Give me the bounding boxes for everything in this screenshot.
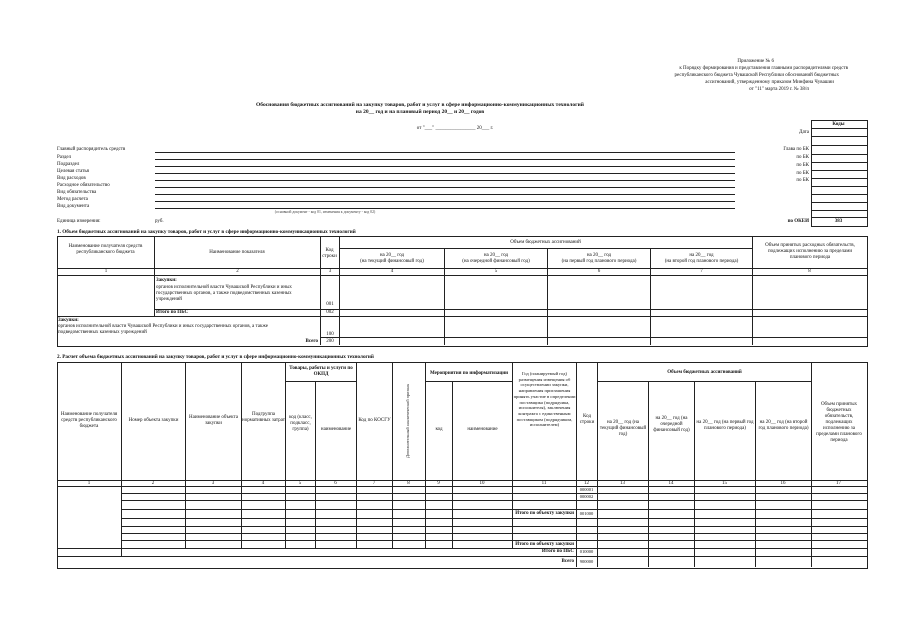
document-subtitle: на 20__ год и на плановый период 20__ и 20__ годов xyxy=(355,109,485,115)
s1-code-100: 100 xyxy=(326,332,334,337)
field-label-grbs: Главный распорядитель средств xyxy=(57,147,126,152)
s1-head-next-year-sub: (на очередной финансовый год) xyxy=(462,259,530,264)
s1-head-plan1: на 20__ год xyxy=(586,253,612,258)
okei-label: по ОКЕИ xyxy=(787,219,809,224)
field-label-target: Целевая статья xyxy=(57,169,89,174)
s2-head-m-code: код xyxy=(435,427,443,432)
section2-table xyxy=(57,362,868,569)
s2-code-000002: 000002 xyxy=(579,494,594,499)
s2-colnum: 6 xyxy=(334,481,337,486)
s2-colnum: 16 xyxy=(780,481,786,486)
s2-total-label: Всего xyxy=(561,559,574,564)
s2-head-volume: Объем бюджетных ассигнований xyxy=(667,370,742,375)
s2-colnum: 7 xyxy=(372,481,376,486)
s2-colnum: 4 xyxy=(261,481,265,486)
s2-code-900000: 900000 xyxy=(579,559,594,564)
field-label-obligation: Расходное обязательство xyxy=(57,183,110,188)
document-title: Обоснования бюджетных ассигнований на закупку товаров, работ и услуг в сфере информационно-коммуникационных технологий xyxy=(256,102,584,108)
field-line[interactable] xyxy=(155,187,735,188)
appendix-line3: республиканского бюджета Чувашской Республики обоснований бюджетных xyxy=(674,73,839,78)
bk-label-5: по БК xyxy=(796,178,809,183)
s1-head-row-code: Код строки xyxy=(322,248,337,259)
s1-head-accepted: Объем принятых расходных обязательств, подлежащих исполнению за пределами планового периода xyxy=(765,243,855,260)
field-line[interactable] xyxy=(155,173,735,174)
unit-value: руб. xyxy=(155,219,164,224)
field-line[interactable] xyxy=(155,166,735,167)
s2-colnum: 13 xyxy=(620,481,625,486)
s2-head-okpd-code: код (класс, подкласс, группа) xyxy=(289,415,312,432)
s2-head-purchase-num: Номер объекта закупки xyxy=(128,418,179,423)
s2-head-row-code: Код строки xyxy=(579,414,595,425)
appendix-line4: ассигнований, утвержденному приказом Минфина Чувашии xyxy=(705,80,834,85)
s1-colnum: 4 xyxy=(390,269,394,274)
bk-label-2: по БК xyxy=(796,155,809,160)
s1-pbs-total: Итого по ПБС xyxy=(156,310,189,315)
s2-colnum: 8 xyxy=(407,481,410,486)
field-label-doc-type: Вид документа xyxy=(57,204,90,209)
s1-colnum: 1 xyxy=(104,269,108,274)
s2-colnum: 10 xyxy=(479,481,485,486)
section2-title: 2. Расчет объема бюджетных ассигнований на закупку товаров, работ и услуг в сфере информационно-коммуникационных технологий xyxy=(57,354,374,360)
s2-obj-total-2: Итого по объекту закупки xyxy=(515,542,574,547)
date-label: Дата xyxy=(799,130,809,135)
field-label-section: Раздел xyxy=(57,155,72,160)
s1-head-plan2: на 20__ год xyxy=(689,253,714,258)
s1-head-plan2-sub: (на второй год планового периода) xyxy=(664,259,739,264)
s1-head-volume: Объем бюджетных ассигнований xyxy=(510,240,581,245)
s2-colnum: 5 xyxy=(298,481,302,486)
s2-colnum: 3 xyxy=(211,481,215,486)
s2-head-okpd-name: наименование xyxy=(320,427,352,432)
unit-label: Единица измерения: xyxy=(57,219,101,224)
s1-head-recipient: Наименование получателя средств республиканского бюджета xyxy=(68,244,143,255)
s2-head-plan1: на 20__ год (на первый год планового периода) xyxy=(696,420,754,431)
appendix-line5: от "11" марта 2019 г. № 38/п xyxy=(749,87,809,92)
bk-label-1: Глава по БК xyxy=(783,147,809,152)
s2-colnum: 11 xyxy=(541,481,547,486)
s2-head-accepted: Объем принятых бюджетных обязательств, подлежащих исполнению за пределами планового периода xyxy=(816,402,862,443)
s2-code-010000: 010000 xyxy=(579,549,594,554)
s2-head-okpd: Товары, работы и услуги по ОКПД xyxy=(289,366,353,377)
s2-obj-total: Итого по объекту закупки xyxy=(515,511,574,516)
field-line[interactable] xyxy=(155,194,735,195)
section1-title: 1. Объем бюджетных ассигнований на закупку товаров, работ и услуг в сфере информационно-коммуникационных технологий xyxy=(57,229,356,235)
s2-code-001000: 001000 xyxy=(579,511,594,516)
s1-code-200: 200 xyxy=(326,339,334,344)
s2-head-kosgu: Код по КОСГУ xyxy=(358,418,391,423)
appendix-line2: к Порядку формирования и представления главными распорядителями средств xyxy=(679,66,848,71)
codes-header: Коды xyxy=(832,122,845,127)
s1-total-label: Всего xyxy=(305,339,318,344)
s2-head-cur-year: на 20__ год (на текущий финансовый год) xyxy=(599,420,647,437)
doc-type-hint: (основной документ - код 01, изменения к документу - код 02) xyxy=(274,210,376,214)
s1-colnum: 3 xyxy=(328,269,332,274)
s2-head-measures: Мероприятия по информатизации xyxy=(430,371,508,376)
field-label-expense-type: Вид расходов xyxy=(57,176,86,181)
bk-label-4: по БК xyxy=(796,171,809,176)
s2-head-section-cost: Подгруппа нормативных затрат xyxy=(242,412,285,423)
s2-head-analytic: Дополнительный аналитический признак xyxy=(405,383,410,459)
s1-colnum: 8 xyxy=(808,269,811,274)
s2-colnum: 12 xyxy=(584,481,589,486)
s1-purchases-label: Закупки: xyxy=(156,278,177,283)
s1-head-indicator: Наименование показателя xyxy=(209,250,265,255)
field-label-subsection: Подраздел xyxy=(57,162,80,167)
s1-code-002: 002 xyxy=(326,310,334,315)
s2-colnum: 15 xyxy=(722,481,727,486)
s1-head-cur-year: на 20__ год xyxy=(379,253,405,258)
s1-code-001: 001 xyxy=(326,302,334,307)
s2-head-next-year: на 20__ год (на очередной финансовый год) xyxy=(653,416,690,433)
field-line[interactable] xyxy=(155,180,735,181)
field-label-obligation-type: Вид обязательства xyxy=(57,190,97,195)
field-line[interactable] xyxy=(155,201,735,202)
s1-head-next-year: на 20__ год xyxy=(483,253,509,258)
s2-colnum: 2 xyxy=(151,481,155,486)
s2-head-purchase-name: Наименование объекта закупки xyxy=(189,415,238,426)
s1-purchases2-text: органов исполнительной власти Чувашской Республики и иных государственных органов, а также подведомственных казенных учреждений xyxy=(58,324,269,335)
bk-label-3: по БК xyxy=(796,163,809,168)
s2-head-recipient: Наименование получателя средств республиканского бюджета xyxy=(60,412,118,429)
s2-colnum: 17 xyxy=(836,481,841,486)
s2-head-year-notice: Год (планируемый год) размещения извещения об осуществлении закупки, направления приглашения принять участие в определении поставщика (подрядчика, исполнителя), заключения контракта с единственным поставщиком (подрядчиком, исполнителем) xyxy=(513,371,576,428)
field-line[interactable] xyxy=(155,159,735,160)
field-line[interactable] xyxy=(155,152,735,153)
okei-value: 383 xyxy=(834,219,843,224)
field-label-method: Метод расчета xyxy=(57,197,88,202)
s1-colnum: 6 xyxy=(597,269,601,274)
s2-code-000001: 000001 xyxy=(579,487,594,492)
s1-purchases2-label: Закупки: xyxy=(58,318,79,323)
s2-head-m-name: наименование xyxy=(467,427,498,432)
document-date: от "___" ________________ 20___ г. xyxy=(416,126,494,131)
s1-head-plan1-sub: (на первый год планового периода) xyxy=(561,259,637,264)
s2-colnum: 14 xyxy=(668,481,674,486)
s1-colnum: 2 xyxy=(236,269,239,274)
s2-pbs-total: Итого по ПБС xyxy=(541,549,574,554)
s1-colnum: 7 xyxy=(700,269,703,274)
s1-head-cur-year-sub: (на текущий финансовый год) xyxy=(360,259,424,264)
s2-colnum: 1 xyxy=(87,481,91,486)
s2-colnum: 9 xyxy=(437,481,440,486)
s2-head-plan2: на 20__ год (на второй год планового периода) xyxy=(758,420,809,431)
s1-colnum: 5 xyxy=(494,269,498,274)
s1-purchases-text: органов исполнительной власти Чувашской Республики и иных государственных органов, а также подведомственных казенных учреждений xyxy=(156,285,292,302)
appendix-line1: Приложение № 6 xyxy=(737,59,774,64)
